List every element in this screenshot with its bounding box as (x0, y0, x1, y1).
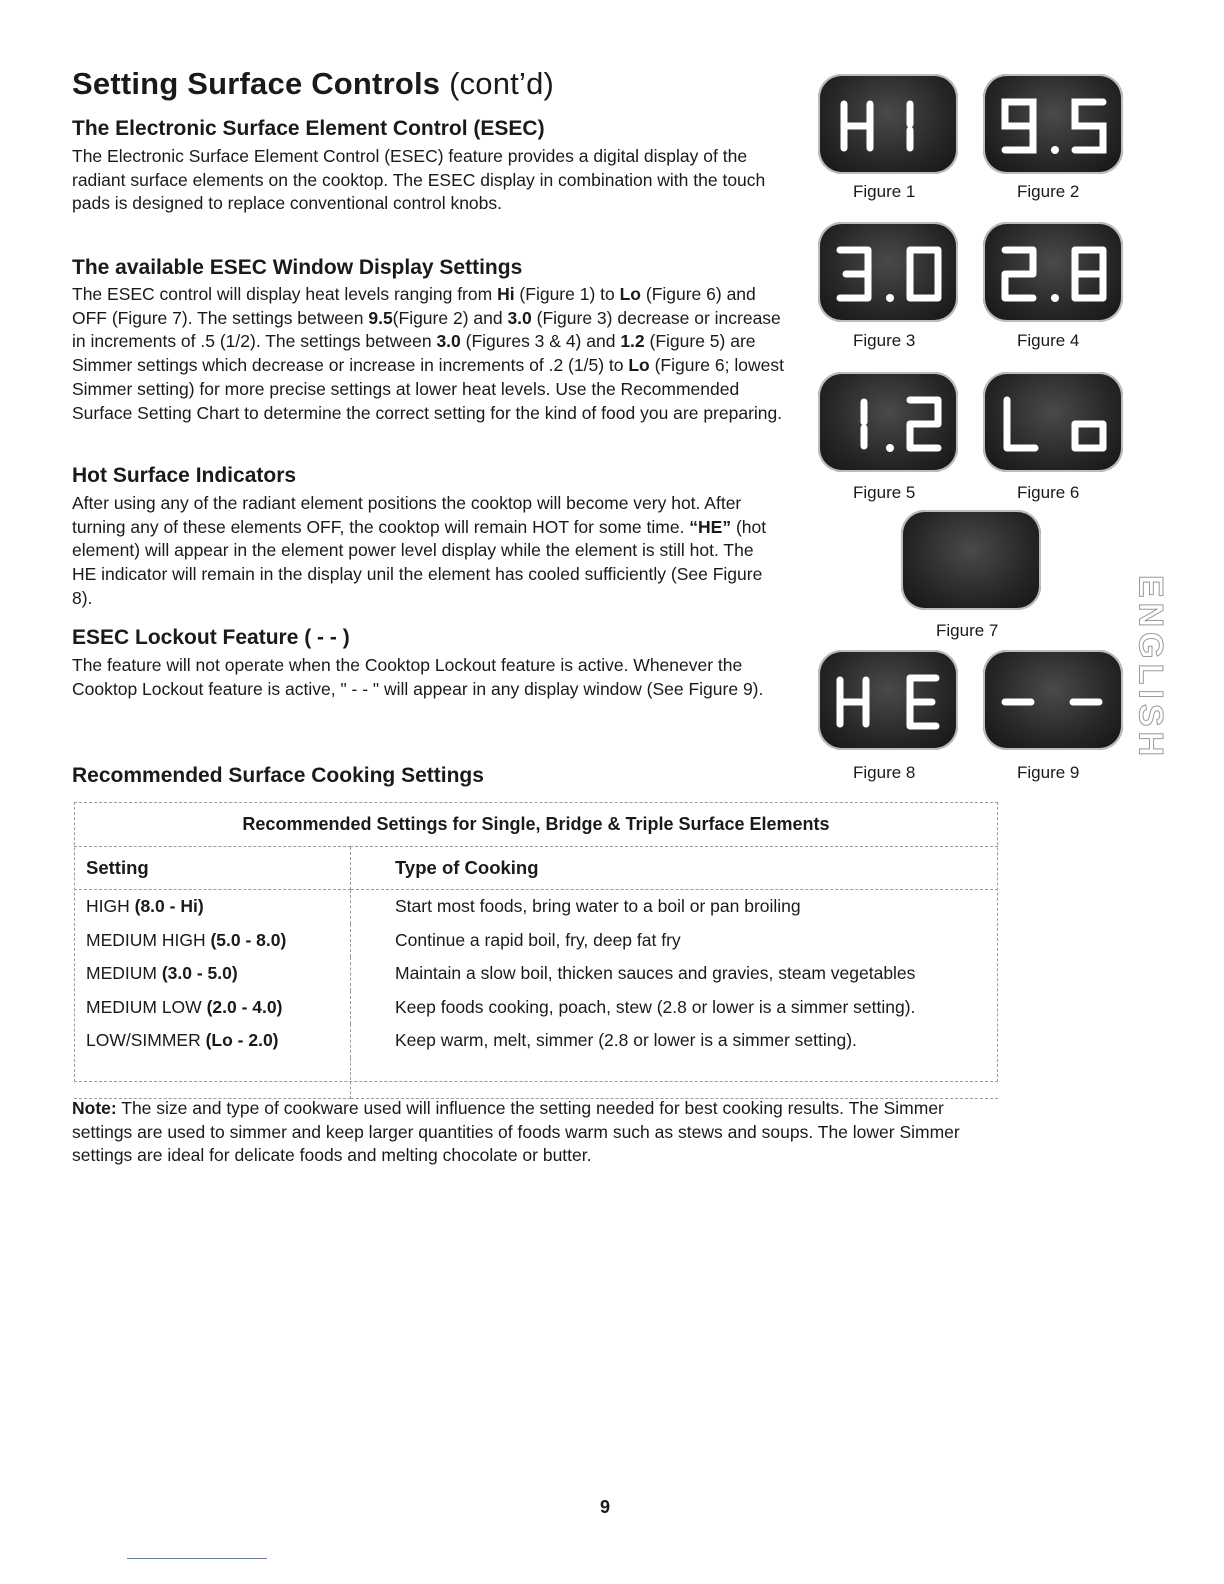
figure-3-caption: Figure 3 (853, 331, 916, 350)
recommended-heading: Recommended Surface Cooking Settings (72, 764, 484, 787)
cooking-type-cell: Maintain a slow boil, thicken sauces and gravies, steam vegetables (395, 963, 916, 984)
figure-5-caption: Figure 5 (853, 483, 916, 502)
recommended-settings-table (74, 802, 998, 1099)
setting-cell: MEDIUM LOW (2.0 - 4.0) (74, 991, 351, 1025)
table-row (74, 890, 998, 924)
note: Note: The size and type of cookware used will influence the setting needed for best cooking results. The Simmer settings are used to simmer and keep larger quantities of foods warm such as stews and soups. The lower Simmer settings are ideal for delicate foods and melting chocolate or butter. (72, 1098, 960, 1166)
figure-8-display (818, 650, 958, 750)
table-row (74, 957, 998, 991)
figure-9-caption: Figure 9 (1017, 763, 1080, 782)
figure-4-caption: Figure 4 (1017, 331, 1080, 350)
table-row (74, 924, 998, 958)
figure-9-display (983, 650, 1123, 750)
cooking-type-cell: Keep foods cooking, poach, stew (2.8 or lower is a simmer setting). (395, 996, 916, 1017)
setting-cell: MEDIUM HIGH (5.0 - 8.0) (74, 924, 351, 958)
figure-5-display (818, 372, 958, 472)
figure-7-display (901, 510, 1041, 610)
figure-2-caption: Figure 2 (1017, 182, 1080, 201)
window-settings-body: The ESEC control will display heat levels ranging from Hi (Figure 1) to Lo (Figure 6) and OFF (Figure 7). The settings between 9.5(Figure 2) and 3.0 (Figure 3) decrease or increase in increments of .5 (1/2). The settings between 3.0 (Figures 3 & 4) and 1.2 (Figure 5) are Simmer settings which decrease or increase in increments of .2 (1/5) to Lo (Figure 6; lowest Simmer setting) for more precise settings at lower heat levels. Use the Recommended Surface Setting Chart to determine the correct setting for the kind of food you are preparing. (72, 284, 784, 423)
setting-cell: MEDIUM (3.0 - 5.0) (74, 957, 351, 991)
language-tab: ENGLISH (1131, 574, 1170, 762)
footer-rule (127, 1558, 267, 1559)
page-number: 9 (600, 1497, 611, 1517)
hot-surface-body: After using any of the radiant element positions the cooktop will become very hot. After turning any of these elements OFF, the cooktop will remain HOT for some time. “HE” (hot element) will appear in the element power level display while the element is still hot. The HE indicator will remain in the display unil the element has cooled sufficiently (See Figure 8). (72, 493, 767, 608)
table-caption: Recommended Settings for Single, Bridge & Triple Surface Elements (74, 802, 998, 847)
window-settings-heading: The available ESEC Window Display Settings (72, 256, 523, 279)
table-row (74, 991, 998, 1025)
table-row (74, 1024, 998, 1058)
table-header-setting: Setting (74, 847, 351, 890)
hot-surface-heading: Hot Surface Indicators (72, 464, 297, 487)
lockout-heading: ESEC Lockout Feature ( - - ) (72, 626, 350, 649)
cooking-type-cell: Keep warm, melt, simmer (2.8 or lower is a simmer setting). (395, 1030, 857, 1051)
table-spacer-row (74, 1058, 998, 1099)
lockout-body: The feature will not operate when the Cooktop Lockout feature is active. Whenever the Cooktop Lockout feature is active, " - - " will appear in any display window (See Figure 9). (72, 655, 764, 699)
figure-4-display (983, 222, 1123, 322)
figure-8-caption: Figure 8 (853, 763, 916, 782)
figure-3-display (818, 222, 958, 322)
table-header-row (74, 847, 998, 890)
cooking-type-cell: Continue a rapid boil, fry, deep fat fry (395, 929, 681, 950)
esec-heading: The Electronic Surface Element Control (ESEC) (72, 117, 545, 140)
figure-1-caption: Figure 1 (853, 182, 916, 201)
setting-cell: LOW/SIMMER (Lo - 2.0) (74, 1024, 351, 1058)
note-label: Note: (72, 1098, 117, 1118)
esec-body: The Electronic Surface Element Control (ESEC) feature provides a digital display of the radiant surface elements on the cooktop. The ESEC display in combination with the touch pads is designed to replace conventional control knobs. (72, 146, 766, 214)
figure-6-caption: Figure 6 (1017, 483, 1080, 502)
figure-2-display (983, 74, 1123, 174)
page-title-suffix: (cont’d) (449, 66, 555, 101)
cooking-type-cell: Start most foods, bring water to a boil or pan broiling (395, 896, 801, 917)
figure-1-display (818, 74, 958, 174)
table-header-type: Type of Cooking (351, 847, 999, 890)
setting-cell: HIGH (8.0 - Hi) (74, 890, 351, 924)
figure-6-display (983, 372, 1123, 472)
figure-7-caption: Figure 7 (936, 621, 999, 640)
page-title: Setting Surface Controls (cont’d) (72, 66, 555, 101)
table-caption-row (74, 802, 998, 847)
